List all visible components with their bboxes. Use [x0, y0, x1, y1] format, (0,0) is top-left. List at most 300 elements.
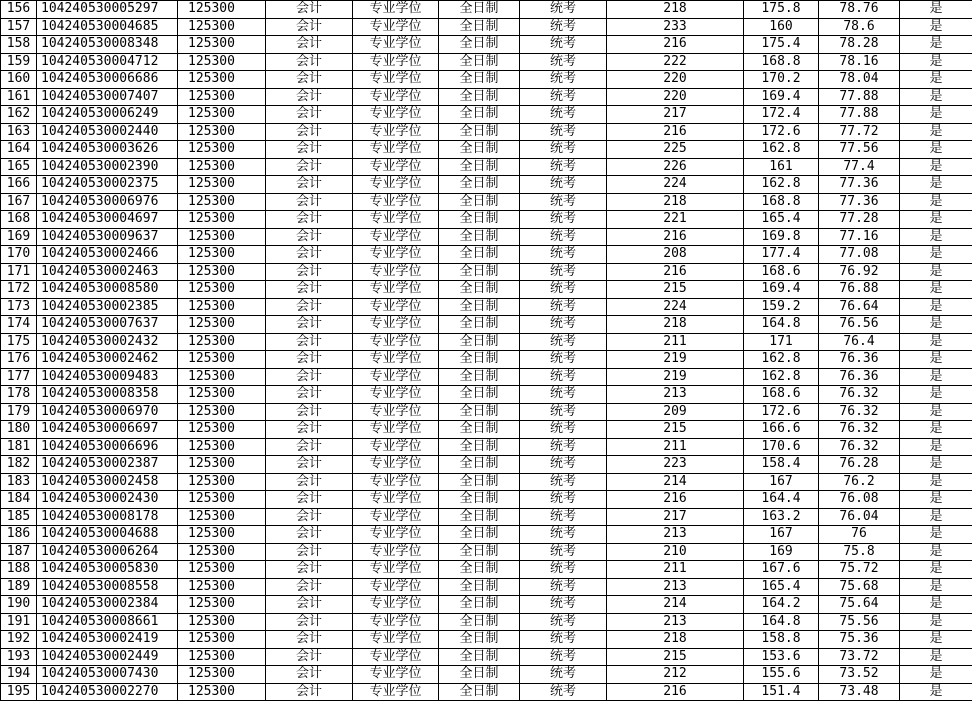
- row-index-cell: 168: [1, 211, 37, 229]
- table-row: [1, 596, 972, 614]
- admitted-cell: 是: [900, 683, 972, 701]
- retest-score-cell: 165.4: [744, 211, 819, 229]
- retest-score-cell: 165.4: [744, 578, 819, 596]
- admitted-cell: 是: [900, 211, 972, 229]
- student-id-cell: 104240530006686: [37, 71, 178, 89]
- exam-type-cell: 统考: [520, 561, 607, 579]
- exam-type-cell: 统考: [520, 123, 607, 141]
- degree-type-cell: 专业学位: [353, 333, 439, 351]
- student-id-cell: 104240530002432: [37, 333, 178, 351]
- row-index-cell: 188: [1, 561, 37, 579]
- row-index-cell: 184: [1, 491, 37, 509]
- table-row: [1, 106, 972, 124]
- row-index-cell: 177: [1, 368, 37, 386]
- exam-type-cell: 统考: [520, 298, 607, 316]
- total-score-cell: 77.16: [819, 228, 900, 246]
- exam-type-cell: 统考: [520, 596, 607, 614]
- admitted-cell: 是: [900, 71, 972, 89]
- total-score-cell: 75.36: [819, 631, 900, 649]
- first-exam-score-cell: 218: [607, 631, 744, 649]
- retest-score-cell: 162.8: [744, 351, 819, 369]
- table-row: [1, 578, 972, 596]
- table-row: [1, 386, 972, 404]
- total-score-cell: 73.72: [819, 648, 900, 666]
- major-name-cell: 会计: [266, 438, 353, 456]
- first-exam-score-cell: 221: [607, 211, 744, 229]
- student-id-cell: 104240530007430: [37, 666, 178, 684]
- table-row: [1, 351, 972, 369]
- admitted-cell: 是: [900, 526, 972, 544]
- major-code-cell: 125300: [178, 421, 266, 439]
- exam-type-cell: 统考: [520, 578, 607, 596]
- major-name-cell: 会计: [266, 403, 353, 421]
- major-name-cell: 会计: [266, 491, 353, 509]
- row-index-cell: 163: [1, 123, 37, 141]
- total-score-cell: 76.2: [819, 473, 900, 491]
- table-row: [1, 421, 972, 439]
- major-code-cell: 125300: [178, 158, 266, 176]
- retest-score-cell: 167.6: [744, 561, 819, 579]
- degree-type-cell: 专业学位: [353, 403, 439, 421]
- first-exam-score-cell: 219: [607, 351, 744, 369]
- total-score-cell: 76.56: [819, 316, 900, 334]
- table-row: [1, 53, 972, 71]
- degree-type-cell: 专业学位: [353, 1, 439, 19]
- student-id-cell: 104240530002375: [37, 176, 178, 194]
- table-row: [1, 526, 972, 544]
- degree-type-cell: 专业学位: [353, 368, 439, 386]
- first-exam-score-cell: 208: [607, 246, 744, 264]
- study-mode-cell: 全日制: [439, 368, 520, 386]
- major-code-cell: 125300: [178, 578, 266, 596]
- major-code-cell: 125300: [178, 246, 266, 264]
- degree-type-cell: 专业学位: [353, 18, 439, 36]
- study-mode-cell: 全日制: [439, 281, 520, 299]
- study-mode-cell: 全日制: [439, 613, 520, 631]
- row-index-cell: 169: [1, 228, 37, 246]
- major-name-cell: 会计: [266, 281, 353, 299]
- retest-score-cell: 168.8: [744, 193, 819, 211]
- study-mode-cell: 全日制: [439, 508, 520, 526]
- first-exam-score-cell: 224: [607, 298, 744, 316]
- retest-score-cell: 169: [744, 543, 819, 561]
- major-code-cell: 125300: [178, 141, 266, 159]
- first-exam-score-cell: 225: [607, 141, 744, 159]
- exam-type-cell: 统考: [520, 18, 607, 36]
- row-index-cell: 174: [1, 316, 37, 334]
- major-name-cell: 会计: [266, 263, 353, 281]
- exam-type-cell: 统考: [520, 281, 607, 299]
- admitted-cell: 是: [900, 543, 972, 561]
- major-code-cell: 125300: [178, 228, 266, 246]
- degree-type-cell: 专业学位: [353, 123, 439, 141]
- study-mode-cell: 全日制: [439, 1, 520, 19]
- retest-score-cell: 162.8: [744, 176, 819, 194]
- degree-type-cell: 专业学位: [353, 211, 439, 229]
- admitted-cell: 是: [900, 263, 972, 281]
- major-code-cell: 125300: [178, 1, 266, 19]
- first-exam-score-cell: 220: [607, 88, 744, 106]
- first-exam-score-cell: 214: [607, 596, 744, 614]
- major-name-cell: 会计: [266, 508, 353, 526]
- total-score-cell: 77.56: [819, 141, 900, 159]
- major-name-cell: 会计: [266, 368, 353, 386]
- degree-type-cell: 专业学位: [353, 71, 439, 89]
- study-mode-cell: 全日制: [439, 403, 520, 421]
- major-code-cell: 125300: [178, 298, 266, 316]
- table-row: [1, 316, 972, 334]
- row-index-cell: 164: [1, 141, 37, 159]
- total-score-cell: 78.6: [819, 18, 900, 36]
- row-index-cell: 186: [1, 526, 37, 544]
- retest-score-cell: 163.2: [744, 508, 819, 526]
- retest-score-cell: 164.8: [744, 613, 819, 631]
- admitted-cell: 是: [900, 631, 972, 649]
- retest-score-cell: 166.6: [744, 421, 819, 439]
- student-id-cell: 104240530002463: [37, 263, 178, 281]
- student-id-cell: 104240530002430: [37, 491, 178, 509]
- major-name-cell: 会计: [266, 246, 353, 264]
- student-id-cell: 104240530004688: [37, 526, 178, 544]
- table-row: [1, 438, 972, 456]
- table-row: [1, 631, 972, 649]
- exam-type-cell: 统考: [520, 176, 607, 194]
- major-code-cell: 125300: [178, 211, 266, 229]
- exam-type-cell: 统考: [520, 36, 607, 54]
- major-name-cell: 会计: [266, 298, 353, 316]
- retest-score-cell: 168.6: [744, 386, 819, 404]
- major-code-cell: 125300: [178, 543, 266, 561]
- first-exam-score-cell: 215: [607, 421, 744, 439]
- retest-score-cell: 169.8: [744, 228, 819, 246]
- major-code-cell: 125300: [178, 193, 266, 211]
- exam-type-cell: 统考: [520, 456, 607, 474]
- row-index-cell: 162: [1, 106, 37, 124]
- first-exam-score-cell: 217: [607, 508, 744, 526]
- table-row: [1, 123, 972, 141]
- first-exam-score-cell: 216: [607, 123, 744, 141]
- study-mode-cell: 全日制: [439, 578, 520, 596]
- row-index-cell: 176: [1, 351, 37, 369]
- major-name-cell: 会计: [266, 53, 353, 71]
- exam-type-cell: 统考: [520, 386, 607, 404]
- first-exam-score-cell: 211: [607, 438, 744, 456]
- degree-type-cell: 专业学位: [353, 596, 439, 614]
- degree-type-cell: 专业学位: [353, 386, 439, 404]
- student-id-cell: 104240530002458: [37, 473, 178, 491]
- total-score-cell: 77.88: [819, 88, 900, 106]
- study-mode-cell: 全日制: [439, 561, 520, 579]
- degree-type-cell: 专业学位: [353, 631, 439, 649]
- student-id-cell: 104240530009483: [37, 368, 178, 386]
- degree-type-cell: 专业学位: [353, 421, 439, 439]
- row-index-cell: 192: [1, 631, 37, 649]
- first-exam-score-cell: 217: [607, 106, 744, 124]
- total-score-cell: 77.36: [819, 176, 900, 194]
- retest-score-cell: 158.8: [744, 631, 819, 649]
- total-score-cell: 73.52: [819, 666, 900, 684]
- total-score-cell: 77.4: [819, 158, 900, 176]
- admitted-cell: 是: [900, 596, 972, 614]
- total-score-cell: 76.92: [819, 263, 900, 281]
- row-index-cell: 191: [1, 613, 37, 631]
- major-code-cell: 125300: [178, 403, 266, 421]
- degree-type-cell: 专业学位: [353, 176, 439, 194]
- first-exam-score-cell: 213: [607, 578, 744, 596]
- total-score-cell: 76.36: [819, 368, 900, 386]
- major-name-cell: 会计: [266, 228, 353, 246]
- exam-type-cell: 统考: [520, 368, 607, 386]
- study-mode-cell: 全日制: [439, 228, 520, 246]
- total-score-cell: 76.28: [819, 456, 900, 474]
- major-code-cell: 125300: [178, 683, 266, 701]
- row-index-cell: 167: [1, 193, 37, 211]
- row-index-cell: 156: [1, 1, 37, 19]
- row-index-cell: 172: [1, 281, 37, 299]
- row-index-cell: 161: [1, 88, 37, 106]
- table-row: [1, 1, 972, 19]
- first-exam-score-cell: 212: [607, 666, 744, 684]
- retest-score-cell: 164.8: [744, 316, 819, 334]
- study-mode-cell: 全日制: [439, 421, 520, 439]
- table-row: [1, 176, 972, 194]
- first-exam-score-cell: 215: [607, 648, 744, 666]
- degree-type-cell: 专业学位: [353, 578, 439, 596]
- degree-type-cell: 专业学位: [353, 106, 439, 124]
- study-mode-cell: 全日制: [439, 211, 520, 229]
- total-score-cell: 77.72: [819, 123, 900, 141]
- degree-type-cell: 专业学位: [353, 228, 439, 246]
- retest-score-cell: 169.4: [744, 281, 819, 299]
- first-exam-score-cell: 215: [607, 281, 744, 299]
- total-score-cell: 76.32: [819, 438, 900, 456]
- student-id-cell: 104240530002270: [37, 683, 178, 701]
- retest-score-cell: 161: [744, 158, 819, 176]
- study-mode-cell: 全日制: [439, 526, 520, 544]
- major-name-cell: 会计: [266, 561, 353, 579]
- exam-type-cell: 统考: [520, 53, 607, 71]
- table-row: [1, 666, 972, 684]
- major-code-cell: 125300: [178, 316, 266, 334]
- total-score-cell: 78.04: [819, 71, 900, 89]
- retest-score-cell: 172.4: [744, 106, 819, 124]
- major-name-cell: 会计: [266, 456, 353, 474]
- first-exam-score-cell: 211: [607, 561, 744, 579]
- degree-type-cell: 专业学位: [353, 88, 439, 106]
- admitted-cell: 是: [900, 18, 972, 36]
- major-name-cell: 会计: [266, 648, 353, 666]
- degree-type-cell: 专业学位: [353, 526, 439, 544]
- major-code-cell: 125300: [178, 561, 266, 579]
- exam-type-cell: 统考: [520, 403, 607, 421]
- table-row: [1, 246, 972, 264]
- exam-type-cell: 统考: [520, 438, 607, 456]
- exam-type-cell: 统考: [520, 246, 607, 264]
- degree-type-cell: 专业学位: [353, 351, 439, 369]
- student-id-cell: 104240530002462: [37, 351, 178, 369]
- major-name-cell: 会计: [266, 613, 353, 631]
- admitted-cell: 是: [900, 88, 972, 106]
- retest-score-cell: 170.6: [744, 438, 819, 456]
- student-id-cell: 104240530007637: [37, 316, 178, 334]
- exam-type-cell: 统考: [520, 508, 607, 526]
- admitted-cell: 是: [900, 333, 972, 351]
- student-id-cell: 104240530002466: [37, 246, 178, 264]
- admitted-cell: 是: [900, 666, 972, 684]
- table-row: [1, 211, 972, 229]
- student-id-cell: 104240530002385: [37, 298, 178, 316]
- student-id-cell: 104240530006976: [37, 193, 178, 211]
- major-name-cell: 会计: [266, 18, 353, 36]
- major-code-cell: 125300: [178, 648, 266, 666]
- total-score-cell: 75.68: [819, 578, 900, 596]
- retest-score-cell: 155.6: [744, 666, 819, 684]
- major-name-cell: 会计: [266, 316, 353, 334]
- admitted-cell: 是: [900, 246, 972, 264]
- total-score-cell: 75.72: [819, 561, 900, 579]
- exam-type-cell: 统考: [520, 491, 607, 509]
- exam-type-cell: 统考: [520, 88, 607, 106]
- retest-score-cell: 168.6: [744, 263, 819, 281]
- major-code-cell: 125300: [178, 613, 266, 631]
- table-row: [1, 403, 972, 421]
- total-score-cell: 76.08: [819, 491, 900, 509]
- first-exam-score-cell: 218: [607, 193, 744, 211]
- retest-score-cell: 151.4: [744, 683, 819, 701]
- row-index-cell: 194: [1, 666, 37, 684]
- major-code-cell: 125300: [178, 456, 266, 474]
- total-score-cell: 77.28: [819, 211, 900, 229]
- major-name-cell: 会计: [266, 123, 353, 141]
- table-row: [1, 543, 972, 561]
- first-exam-score-cell: 226: [607, 158, 744, 176]
- total-score-cell: 75.8: [819, 543, 900, 561]
- major-name-cell: 会计: [266, 631, 353, 649]
- degree-type-cell: 专业学位: [353, 193, 439, 211]
- admitted-cell: 是: [900, 123, 972, 141]
- admitted-cell: 是: [900, 613, 972, 631]
- row-index-cell: 190: [1, 596, 37, 614]
- major-name-cell: 会计: [266, 578, 353, 596]
- major-code-cell: 125300: [178, 491, 266, 509]
- study-mode-cell: 全日制: [439, 193, 520, 211]
- table-row: [1, 263, 972, 281]
- retest-score-cell: 175.8: [744, 1, 819, 19]
- degree-type-cell: 专业学位: [353, 263, 439, 281]
- student-id-cell: 104240530006264: [37, 543, 178, 561]
- degree-type-cell: 专业学位: [353, 316, 439, 334]
- exam-type-cell: 统考: [520, 666, 607, 684]
- major-name-cell: 会计: [266, 596, 353, 614]
- major-code-cell: 125300: [178, 71, 266, 89]
- table-row: [1, 508, 972, 526]
- degree-type-cell: 专业学位: [353, 508, 439, 526]
- major-name-cell: 会计: [266, 106, 353, 124]
- admitted-cell: 是: [900, 438, 972, 456]
- first-exam-score-cell: 233: [607, 18, 744, 36]
- row-index-cell: 180: [1, 421, 37, 439]
- major-name-cell: 会计: [266, 158, 353, 176]
- first-exam-score-cell: 216: [607, 491, 744, 509]
- study-mode-cell: 全日制: [439, 683, 520, 701]
- exam-type-cell: 统考: [520, 421, 607, 439]
- student-id-cell: 104240530008178: [37, 508, 178, 526]
- major-code-cell: 125300: [178, 631, 266, 649]
- table-row: [1, 473, 972, 491]
- study-mode-cell: 全日制: [439, 631, 520, 649]
- admitted-cell: 是: [900, 508, 972, 526]
- student-id-cell: 104240530006249: [37, 106, 178, 124]
- row-index-cell: 195: [1, 683, 37, 701]
- exam-type-cell: 统考: [520, 211, 607, 229]
- first-exam-score-cell: 214: [607, 473, 744, 491]
- total-score-cell: 75.56: [819, 613, 900, 631]
- table-body: [1, 1, 972, 701]
- student-id-cell: 104240530004712: [37, 53, 178, 71]
- study-mode-cell: 全日制: [439, 438, 520, 456]
- degree-type-cell: 专业学位: [353, 473, 439, 491]
- first-exam-score-cell: 222: [607, 53, 744, 71]
- exam-type-cell: 统考: [520, 613, 607, 631]
- student-id-cell: 104240530004697: [37, 211, 178, 229]
- row-index-cell: 178: [1, 386, 37, 404]
- exam-type-cell: 统考: [520, 106, 607, 124]
- total-score-cell: 77.08: [819, 246, 900, 264]
- student-id-cell: 104240530002384: [37, 596, 178, 614]
- table-row: [1, 648, 972, 666]
- major-name-cell: 会计: [266, 88, 353, 106]
- major-code-cell: 125300: [178, 596, 266, 614]
- study-mode-cell: 全日制: [439, 141, 520, 159]
- major-name-cell: 会计: [266, 71, 353, 89]
- total-score-cell: 73.48: [819, 683, 900, 701]
- exam-type-cell: 统考: [520, 333, 607, 351]
- degree-type-cell: 专业学位: [353, 613, 439, 631]
- major-code-cell: 125300: [178, 123, 266, 141]
- total-score-cell: 78.16: [819, 53, 900, 71]
- major-code-cell: 125300: [178, 386, 266, 404]
- total-score-cell: 76.36: [819, 351, 900, 369]
- retest-score-cell: 171: [744, 333, 819, 351]
- student-id-cell: 104240530006696: [37, 438, 178, 456]
- retest-score-cell: 177.4: [744, 246, 819, 264]
- retest-score-cell: 172.6: [744, 403, 819, 421]
- degree-type-cell: 专业学位: [353, 666, 439, 684]
- student-id-cell: 104240530003626: [37, 141, 178, 159]
- major-code-cell: 125300: [178, 438, 266, 456]
- first-exam-score-cell: 211: [607, 333, 744, 351]
- admitted-cell: 是: [900, 561, 972, 579]
- exam-type-cell: 统考: [520, 473, 607, 491]
- major-code-cell: 125300: [178, 53, 266, 71]
- major-name-cell: 会计: [266, 666, 353, 684]
- retest-score-cell: 168.8: [744, 53, 819, 71]
- retest-score-cell: 153.6: [744, 648, 819, 666]
- admitted-cell: 是: [900, 281, 972, 299]
- table-row: [1, 141, 972, 159]
- major-code-cell: 125300: [178, 368, 266, 386]
- table-row: [1, 228, 972, 246]
- row-index-cell: 175: [1, 333, 37, 351]
- student-id-cell: 104240530006697: [37, 421, 178, 439]
- major-name-cell: 会计: [266, 1, 353, 19]
- student-id-cell: 104240530002440: [37, 123, 178, 141]
- study-mode-cell: 全日制: [439, 456, 520, 474]
- row-index-cell: 182: [1, 456, 37, 474]
- major-code-cell: 125300: [178, 18, 266, 36]
- table-row: [1, 491, 972, 509]
- study-mode-cell: 全日制: [439, 543, 520, 561]
